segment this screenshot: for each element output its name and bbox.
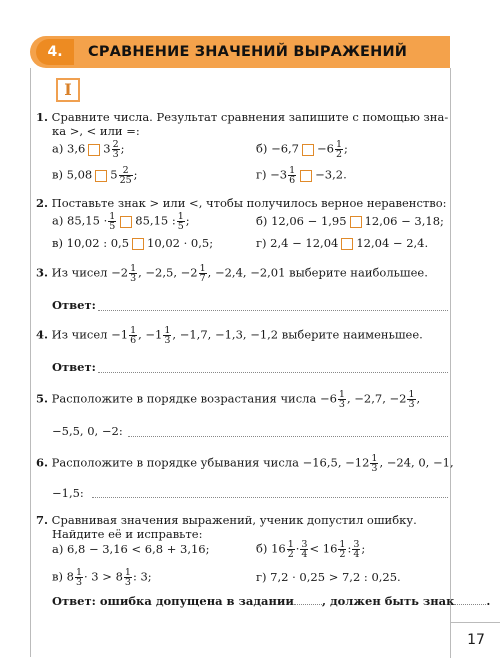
answer-box[interactable] [302, 144, 314, 156]
expr: · 3 > 8 [84, 569, 123, 584]
answer-box[interactable] [95, 170, 107, 182]
task-text: ка >, < или =: [52, 124, 140, 138]
task-2-line-1 [36, 196, 447, 210]
answer-line[interactable] [98, 372, 448, 373]
expr: < 16 [309, 541, 338, 556]
expr: 12,06 − 1,95 [271, 214, 347, 228]
answer-box[interactable] [132, 238, 144, 250]
task-5-line-2: −5,5, 0, −2: [52, 424, 123, 438]
expr: −3,2. [315, 167, 347, 182]
task-2-item-b [256, 214, 444, 228]
task-text: , −24, 0, −1, [379, 455, 454, 470]
answer-box[interactable] [88, 144, 100, 156]
expr: −6 [317, 141, 334, 156]
task-text: , −2,7, −2 [346, 391, 407, 406]
section-number: 4. [36, 39, 74, 65]
fraction: $\frac{1}{3}$ [371, 453, 378, 474]
item-label: а) [52, 141, 64, 156]
task-5-line-1 [36, 390, 420, 409]
item-label: г) [256, 167, 267, 182]
answer-label: Ответ: [52, 298, 96, 312]
expr: ; [133, 167, 138, 182]
task-7-item-a [52, 542, 210, 556]
fraction: $\frac{3}{4}$ [301, 539, 308, 560]
task-1-line-1 [36, 110, 448, 124]
task-1-item-a [52, 140, 125, 159]
item-label: б) [256, 214, 268, 228]
answer-label: . [486, 594, 491, 608]
task-text: , −1 [138, 327, 163, 342]
page-number: 17 [450, 622, 500, 658]
answer-box[interactable] [300, 170, 312, 182]
expr: 2,4 − 12,04 [270, 236, 339, 250]
expr: 6,8 − 3,16 < 6,8 + 3,16; [67, 542, 210, 556]
fraction: $\frac{1}{5}$ [109, 211, 116, 232]
answer-box[interactable] [341, 238, 353, 250]
item-label: в) [52, 167, 63, 182]
right-margin-rule [450, 68, 451, 657]
answer-task-blank[interactable] [294, 604, 322, 605]
left-margin-rule [30, 68, 31, 657]
fraction: $\frac{1}{2}$ [339, 539, 346, 560]
task-number: 3. [36, 265, 49, 280]
task-1-item-c [52, 166, 138, 185]
task-7-line-1 [36, 513, 417, 527]
task-1-item-d [256, 166, 347, 185]
task-number: 4. [36, 327, 49, 342]
task-text: Поставьте знак > или <, чтобы получилось верное неравенство: [51, 196, 447, 210]
item-label: в) [52, 236, 63, 250]
task-number: 2. [36, 196, 49, 210]
expr: ; [120, 141, 125, 156]
task-1-item-b [256, 140, 348, 159]
item-label: в) [52, 569, 63, 584]
answer-label: Ответ: [52, 360, 96, 374]
expr: 85,15 · [67, 213, 108, 228]
task-text: , −2,5, −2 [138, 265, 198, 280]
item-label: б) [256, 541, 268, 556]
fraction: $\frac{1}{3}$ [408, 389, 415, 410]
task-number: 5. [36, 391, 49, 406]
fraction: $\frac{1}{3}$ [130, 263, 137, 284]
task-7-answer [52, 594, 490, 608]
task-text: Расположите в порядке возрастания числа −6 [51, 391, 337, 406]
section-header [30, 36, 450, 68]
task-text: , [416, 391, 421, 406]
answer-sign-blank[interactable] [454, 604, 486, 605]
item-label: а) [52, 542, 64, 556]
expr: 10,02 : 0,5 [66, 236, 130, 250]
expr: : [347, 541, 352, 556]
task-2-item-d [256, 236, 428, 250]
expr: 5,08 [66, 167, 93, 182]
task-number: 7. [36, 513, 49, 527]
answer-box[interactable] [350, 216, 362, 228]
expr: 85,15 : [135, 213, 176, 228]
task-text: , −2,4, −2,01 выберите наибольшее. [207, 265, 428, 280]
answer-label: , должен быть знак [321, 594, 455, 608]
item-label: г) [256, 236, 267, 250]
task-7-item-c [52, 568, 152, 587]
expr: 12,04 − 2,4. [356, 236, 429, 250]
task-text: Сравните числа. Результат сравнения запишите с помощью зна- [51, 110, 449, 124]
answer-box[interactable] [120, 216, 132, 228]
expr: −6,7 [271, 141, 300, 156]
section-title: СРАВНЕНИЕ ЗНАЧЕНИЙ ВЫРАЖЕНИЙ [88, 44, 408, 60]
expr: 3,6 [67, 141, 86, 156]
expr: · [295, 541, 300, 556]
task-6-line-1 [36, 454, 454, 473]
fraction: $\frac{1}{2}$ [335, 139, 343, 160]
task-2-item-c [52, 236, 213, 250]
task-number: 6. [36, 455, 49, 470]
expr: 5 [110, 167, 118, 182]
fraction: $\frac{1}{6}$ [130, 325, 137, 346]
fraction: $\frac{1}{3}$ [164, 325, 171, 346]
expr: ; [344, 141, 348, 156]
task-7-item-d [256, 570, 401, 584]
task-text: Сравнивая значения выражений, ученик допустил ошибку. [51, 513, 417, 527]
expr: : 3; [132, 569, 152, 584]
task-text: Из чисел −1 [51, 327, 129, 342]
fraction: $\frac{1}{3}$ [338, 389, 345, 410]
task-1-line-2 [52, 124, 140, 138]
task-7-line-2: Найдите её и исправьте: [52, 527, 203, 541]
answer-line[interactable] [92, 497, 448, 498]
expr: 3 [103, 141, 111, 156]
fraction: $\frac{1}{2}$ [287, 539, 294, 560]
task-text: Расположите в порядке убывания числа −16,5, −12 [51, 455, 370, 470]
expr: 12,06 − 3,18; [364, 214, 444, 228]
task-6-line-2: −1,5: [52, 486, 84, 500]
task-2-item-a [52, 212, 190, 231]
task-3-line [36, 264, 428, 283]
task-7-item-b [256, 540, 365, 559]
fraction: $\frac{1}{7}$ [199, 263, 206, 284]
item-label: б) [256, 141, 268, 156]
answer-label: Ответ: ошибка допущена в задании [52, 594, 294, 608]
task-4-line [36, 326, 423, 345]
fraction: $\frac{3}{4}$ [353, 539, 360, 560]
expr: 16 [271, 541, 286, 556]
expr: ; [361, 541, 366, 556]
fraction: $\frac{1}{3}$ [124, 567, 131, 588]
task-text: , −1,7, −1,3, −1,2 выберите наименьшее. [172, 327, 423, 342]
answer-line[interactable] [128, 436, 448, 437]
fraction: $\frac{1}{5}$ [177, 211, 184, 232]
fraction: $\frac{2}{25}$ [119, 165, 132, 186]
expr: ; [185, 213, 190, 228]
fraction: $\frac{1}{6}$ [289, 165, 296, 186]
task-text: Из чисел −2 [51, 265, 129, 280]
expr: 10,02 · 0,5; [147, 236, 214, 250]
expr: 8 [66, 569, 74, 584]
variant-badge: I [56, 78, 80, 102]
expr: 7,2 · 0,25 > 7,2 : 0,25. [270, 570, 401, 584]
task-number: 1. [36, 110, 49, 124]
answer-line[interactable] [98, 310, 448, 311]
item-label: а) [52, 213, 64, 228]
expr: −3 [270, 167, 288, 182]
fraction: $\frac{1}{3}$ [75, 567, 82, 588]
fraction: $\frac{2}{3}$ [112, 139, 119, 160]
item-label: г) [256, 570, 267, 584]
